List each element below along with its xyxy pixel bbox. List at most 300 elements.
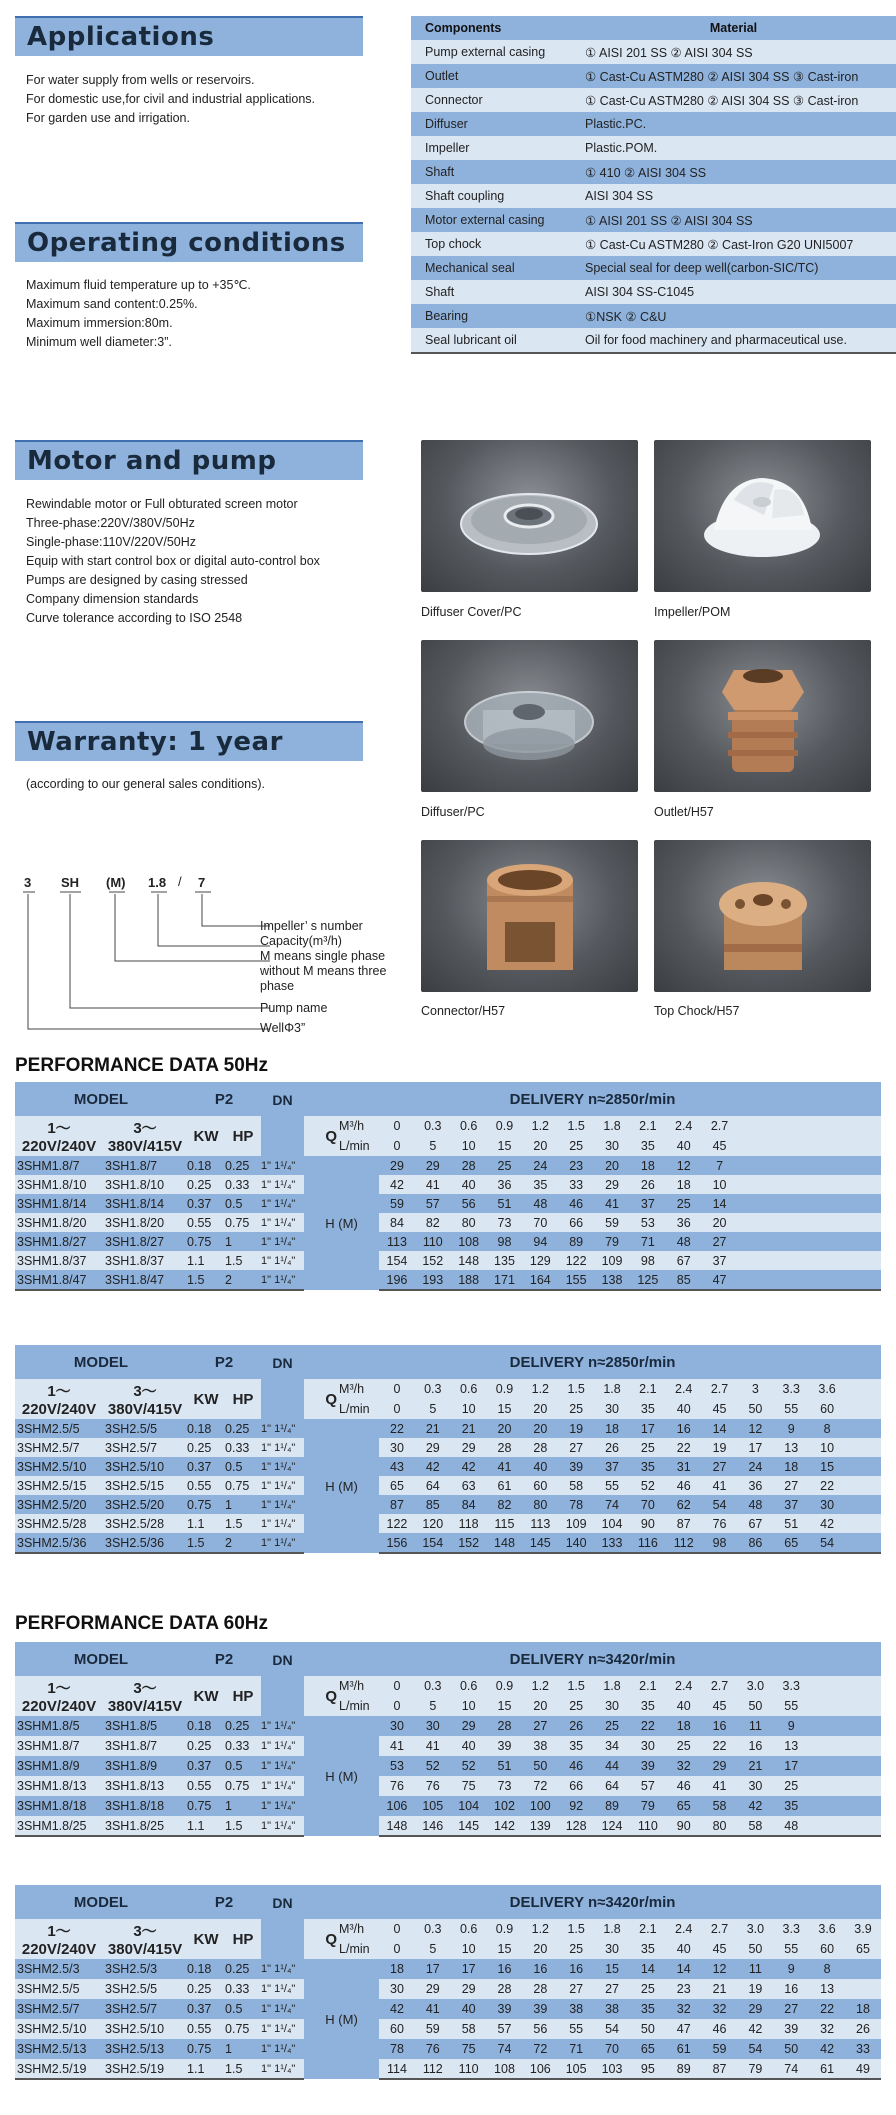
flow-lmin-value: 35	[630, 1399, 666, 1419]
dn-value: 1" 1¹/₄"	[261, 1156, 304, 1175]
head-value: 58	[451, 2019, 487, 2039]
dn-value: 1" 1¹/₄"	[261, 2019, 304, 2039]
head-value: 18	[379, 1959, 415, 1979]
flow-m3h-value: 0.6	[451, 1116, 487, 1136]
legend-line: without M means three	[260, 964, 387, 978]
kw-value: 0.18	[187, 1419, 225, 1438]
flow-m3h-value: 0.6	[451, 1379, 487, 1399]
flow-m3h-value: 3.0	[737, 1919, 773, 1939]
kw-value: 1.5	[187, 1270, 225, 1290]
components-header: Components	[411, 16, 571, 40]
head-value: 74	[773, 2059, 809, 2079]
single-phase-voltage: 220V/240V	[21, 1401, 97, 1418]
three-phase-model: 3SH1.8/5	[103, 1716, 187, 1736]
head-value: 53	[379, 1756, 415, 1776]
head-value: 41	[415, 1175, 451, 1194]
table-row	[15, 1213, 881, 1232]
head-value: 21	[451, 1419, 487, 1438]
three-phase-voltage: 380V/415V	[107, 1401, 183, 1418]
table-row	[15, 1796, 881, 1816]
head-value: 54	[737, 2039, 773, 2059]
hp-value: 1	[225, 1495, 261, 1514]
head-value: 22	[809, 1476, 845, 1495]
component-name: Bearing	[411, 304, 571, 328]
three-phase-model: 3SH1.8/47	[103, 1270, 187, 1290]
flow-lmin-value: 25	[558, 1939, 594, 1959]
q-header: Q	[304, 1676, 339, 1716]
operating-header	[15, 222, 363, 262]
head-value: 11	[737, 1959, 773, 1979]
head-value: 28	[487, 1716, 523, 1736]
flow-lmin-value: 0	[379, 1939, 415, 1959]
legend-line: WellΦ3”	[260, 1021, 306, 1035]
single-phase-model: 3SHM2.5/36	[15, 1533, 103, 1553]
dn-value: 1" 1¹/₄"	[261, 1776, 304, 1796]
head-value: 37	[773, 1495, 809, 1514]
table-row	[15, 1514, 881, 1533]
head-value: 171	[487, 1270, 523, 1290]
flow-pad	[737, 1156, 881, 1175]
single-phase-voltage: 220V/240V	[21, 1138, 97, 1155]
dn-value: 1" 1¹/₄"	[261, 1438, 304, 1457]
flow-pad	[845, 1379, 881, 1399]
single-phase-symbol: 1～	[47, 1383, 71, 1400]
head-value: 106	[522, 2059, 558, 2079]
flow-lmin-value: 20	[522, 1399, 558, 1419]
head-value: 13	[809, 1979, 845, 1999]
kw-value: 0.75	[187, 2039, 225, 2059]
kw-value: 0.37	[187, 1999, 225, 2019]
material-header: Material	[571, 16, 896, 40]
diffuser-photo	[421, 640, 638, 792]
head-value: 59	[594, 1213, 630, 1232]
head-value: 31	[666, 1457, 702, 1476]
flow-lmin-value: 5	[415, 1399, 451, 1419]
single-phase-model: 3SHM2.5/10	[15, 1457, 103, 1476]
flow-lmin-value: 10	[451, 1136, 487, 1156]
head-value: 61	[809, 2059, 845, 2079]
flow-lmin-value: 40	[666, 1939, 702, 1959]
head-value: 22	[666, 1438, 702, 1457]
head-value: 102	[487, 1796, 523, 1816]
three-phase-voltage: 380V/415V	[107, 1698, 183, 1715]
component-row	[411, 40, 896, 64]
three-phase-model: 3SH2.5/36	[103, 1533, 187, 1553]
head-value: 80	[522, 1495, 558, 1514]
head-value: 27	[558, 1438, 594, 1457]
flow-lmin-value: 25	[558, 1696, 594, 1716]
flow-lmin-value: 0	[379, 1136, 415, 1156]
applications-line: For water supply from wells or reservoirs.	[26, 73, 255, 87]
head-value: 48	[522, 1194, 558, 1213]
operating-text	[26, 276, 251, 352]
flow-pad	[845, 1438, 881, 1457]
head-value: 98	[702, 1533, 738, 1553]
head-value: 65	[379, 1476, 415, 1495]
three-phase-model: 3SH2.5/28	[103, 1514, 187, 1533]
three-phase-model: 3SH1.8/14	[103, 1194, 187, 1213]
code-legend	[260, 919, 386, 994]
component-name: Outlet	[411, 64, 571, 88]
operating-line: Maximum immersion:80m.	[26, 316, 173, 330]
head-value: 122	[558, 1251, 594, 1270]
flow-pad	[737, 1136, 881, 1156]
q-header: Q	[304, 1116, 339, 1156]
head-value: 25	[594, 1716, 630, 1736]
three-phase-model: 3SH2.5/7	[103, 1438, 187, 1457]
head-value: 28	[487, 1438, 523, 1457]
head-value: 40	[451, 1736, 487, 1756]
head-value: 46	[702, 2019, 738, 2039]
component-material: ① AISI 201 SS ② AISI 304 SS	[571, 40, 896, 64]
head-value: 95	[630, 2059, 666, 2079]
head-value: 63	[451, 1476, 487, 1495]
head-value: 30	[737, 1776, 773, 1796]
head-value: 39	[487, 1736, 523, 1756]
head-value: 124	[594, 1816, 630, 1836]
flow-lmin-value: 60	[809, 1939, 845, 1959]
single-phase-model: 3SHM1.8/14	[15, 1194, 103, 1213]
head-value: 103	[594, 2059, 630, 2079]
component-name: Shaft	[411, 280, 571, 304]
flow-lmin-value: 15	[487, 1136, 523, 1156]
head-value: 64	[594, 1776, 630, 1796]
head-value: 12	[737, 1419, 773, 1438]
three-phase-symbol: 3～	[133, 1923, 157, 1940]
operating-line: Maximum sand content:0.25%.	[26, 297, 198, 311]
head-value: 8	[809, 1419, 845, 1438]
dn-value: 1" 1¹/₄"	[261, 1213, 304, 1232]
kw-value: 1.1	[187, 1514, 225, 1533]
head-value: 54	[594, 2019, 630, 2039]
impeller-icon	[654, 440, 871, 592]
kw-value: 0.55	[187, 2019, 225, 2039]
flow-m3h-value: 1.5	[558, 1676, 594, 1696]
table-row	[15, 1533, 881, 1553]
kw-value: 0.75	[187, 1495, 225, 1514]
flow-lmin-value: 55	[773, 1696, 809, 1716]
warranty-header	[15, 721, 363, 761]
head-value: 114	[379, 2059, 415, 2079]
hp-value: 2	[225, 1533, 261, 1553]
flow-m3h-value: 3.3	[773, 1379, 809, 1399]
component-name: Pump external casing	[411, 40, 571, 64]
head-value: 100	[522, 1796, 558, 1816]
table-row	[15, 1194, 881, 1213]
motor-text	[26, 495, 320, 628]
legend-line: phase	[260, 979, 295, 993]
three-phase-model: 3SH2.5/20	[103, 1495, 187, 1514]
three-phase-header	[103, 1919, 187, 1959]
head-value: 42	[809, 2039, 845, 2059]
table-row	[15, 1175, 881, 1194]
component-row	[411, 280, 896, 304]
flow-pad	[809, 1736, 881, 1756]
head-value: 42	[737, 1796, 773, 1816]
head-value: 46	[666, 1776, 702, 1796]
head-value: 54	[809, 1533, 845, 1553]
operating-line: Minimum well diameter:3”.	[26, 335, 172, 349]
head-value: 20	[594, 1156, 630, 1175]
three-phase-model: 3SH2.5/19	[103, 2059, 187, 2079]
warranty-title: Warranty: 1 year	[27, 727, 283, 757]
photo-caption: Top Chock/H57	[654, 1004, 740, 1018]
head-value: 24	[522, 1156, 558, 1175]
table-row	[15, 2019, 881, 2039]
flow-m3h-value: 0	[379, 1379, 415, 1399]
head-value: 42	[379, 1175, 415, 1194]
head-value: 17	[451, 1959, 487, 1979]
table-row	[15, 1756, 881, 1776]
kw-header: KW	[187, 1919, 225, 1959]
head-value: 21	[737, 1756, 773, 1776]
top-chock-icon	[654, 840, 871, 992]
code-part: 3	[24, 875, 32, 890]
single-phase-model: 3SHM2.5/20	[15, 1495, 103, 1514]
single-phase-model: 3SHM2.5/13	[15, 2039, 103, 2059]
single-phase-model: 3SHM1.8/25	[15, 1816, 103, 1836]
head-value: 25	[666, 1194, 702, 1213]
head-value: 30	[809, 1495, 845, 1514]
component-name: Connector	[411, 88, 571, 112]
flow-m3h-value: 0.9	[487, 1919, 523, 1939]
operating-line: Maximum fluid temperature up to +35℃.	[26, 278, 251, 292]
component-name: Shaft coupling	[411, 184, 571, 208]
head-value: 18	[666, 1175, 702, 1194]
three-phase-voltage: 380V/415V	[107, 1138, 183, 1155]
head-value: 110	[415, 1232, 451, 1251]
component-row	[411, 184, 896, 208]
legend-line: Capacity(m³/h)	[260, 934, 342, 948]
single-phase-symbol: 1～	[47, 1120, 71, 1137]
head-value: 164	[522, 1270, 558, 1290]
head-value: 73	[487, 1776, 523, 1796]
head-value: 55	[594, 1476, 630, 1495]
dn-value: 1" 1¹/₄"	[261, 1419, 304, 1438]
head-value: 76	[415, 2039, 451, 2059]
head-label: H (M)	[304, 1419, 379, 1553]
head-value: 32	[666, 1999, 702, 2019]
flow-m3h-value: 2.4	[666, 1919, 702, 1939]
component-row	[411, 232, 896, 256]
kw-value: 0.75	[187, 1232, 225, 1251]
head-value: 30	[415, 1716, 451, 1736]
head-value: 104	[594, 1514, 630, 1533]
head-value: 40	[451, 1999, 487, 2019]
head-value: 108	[451, 1232, 487, 1251]
p2-header: P2	[187, 1642, 261, 1676]
code-lines	[15, 890, 285, 1040]
hp-value: 0.33	[225, 1438, 261, 1457]
kw-value: 0.37	[187, 1194, 225, 1213]
flow-lmin-value: 45	[702, 1939, 738, 1959]
head-value: 7	[702, 1156, 738, 1175]
flow-m3h-value: 1.5	[558, 1919, 594, 1939]
dn-value: 1" 1¹/₄"	[261, 1816, 304, 1836]
head-value: 48	[773, 1816, 809, 1836]
flow-lmin-value: 20	[522, 1939, 558, 1959]
head-value: 109	[594, 1251, 630, 1270]
head-value: 60	[522, 1476, 558, 1495]
head-value: 35	[773, 1796, 809, 1816]
head-value: 135	[487, 1251, 523, 1270]
head-value: 42	[379, 1999, 415, 2019]
warranty-note: (according to our general sales conditions).	[26, 777, 266, 791]
head-value: 42	[451, 1457, 487, 1476]
head-value: 55	[558, 2019, 594, 2039]
flow-lmin-value: 25	[558, 1136, 594, 1156]
head-value: 26	[845, 2019, 881, 2039]
kw-value: 0.75	[187, 1796, 225, 1816]
head-value: 35	[630, 1457, 666, 1476]
single-phase-header	[15, 1676, 103, 1716]
head-value: 18	[773, 1457, 809, 1476]
head-value: 27	[773, 1476, 809, 1495]
kw-value: 1.1	[187, 2059, 225, 2079]
single-phase-model: 3SHM1.8/20	[15, 1213, 103, 1232]
head-value: 57	[487, 2019, 523, 2039]
head-value: 22	[702, 1736, 738, 1756]
head-value: 118	[451, 1514, 487, 1533]
flow-lmin-value: 0	[379, 1696, 415, 1716]
model-header: MODEL	[15, 1345, 187, 1379]
legend-line: M means single phase	[260, 949, 386, 963]
applications-title: Applications	[27, 22, 215, 52]
flow-m3h-value: 0.9	[487, 1116, 523, 1136]
head-value: 37	[702, 1251, 738, 1270]
head-value: 42	[415, 1457, 451, 1476]
head-value: 128	[558, 1816, 594, 1836]
flow-m3h-value: 2.1	[630, 1116, 666, 1136]
head-value: 29	[702, 1756, 738, 1776]
table-row	[15, 1816, 881, 1836]
single-phase-model: 3SHM2.5/15	[15, 1476, 103, 1495]
perf50-table-2	[15, 1345, 881, 1554]
head-value: 16	[773, 1979, 809, 1999]
hp-value: 1	[225, 1796, 261, 1816]
head-value: 113	[379, 1232, 415, 1251]
head-value: 17	[773, 1756, 809, 1776]
delivery-header: DELIVERY n≈2850r/min	[304, 1082, 881, 1116]
motor-header	[15, 440, 363, 480]
kw-value: 0.18	[187, 1156, 225, 1175]
lmin-label: L/min	[339, 1939, 379, 1959]
table-row	[15, 1736, 881, 1756]
flow-lmin-value: 5	[415, 1696, 451, 1716]
m3h-label: M³/h	[339, 1379, 379, 1399]
connector-photo	[421, 840, 638, 992]
head-value: 24	[737, 1457, 773, 1476]
flow-m3h-value: 1.8	[594, 1116, 630, 1136]
component-row	[411, 304, 896, 328]
flow-m3h-value: 1.2	[522, 1116, 558, 1136]
component-name: Motor external casing	[411, 208, 571, 232]
flow-pad	[845, 1533, 881, 1553]
flow-lmin-value: 30	[594, 1136, 630, 1156]
kw-value: 0.25	[187, 1979, 225, 1999]
head-value: 196	[379, 1270, 415, 1290]
head-value: 70	[522, 1213, 558, 1232]
motor-line: Single-phase:110V/220V/50Hz	[26, 535, 197, 549]
head-value: 76	[415, 1776, 451, 1796]
flow-lmin-value: 25	[558, 1399, 594, 1419]
table-row	[15, 1495, 881, 1514]
three-phase-header	[103, 1379, 187, 1419]
head-value: 36	[737, 1476, 773, 1495]
flow-lmin-value: 35	[630, 1696, 666, 1716]
head-value: 155	[558, 1270, 594, 1290]
kw-value: 0.25	[187, 1175, 225, 1194]
flow-m3h-value: 1.8	[594, 1919, 630, 1939]
head-value: 10	[809, 1438, 845, 1457]
head-value: 17	[737, 1438, 773, 1457]
head-value: 27	[773, 1999, 809, 2019]
flow-m3h-value: 3.3	[773, 1919, 809, 1939]
single-phase-model: 3SHM1.8/13	[15, 1776, 103, 1796]
head-value: 44	[594, 1756, 630, 1776]
head-value: 9	[773, 1959, 809, 1979]
head-value: 122	[379, 1514, 415, 1533]
component-row	[411, 160, 896, 184]
head-value: 53	[630, 1213, 666, 1232]
flow-m3h-value: 1.5	[558, 1116, 594, 1136]
head-value: 125	[630, 1270, 666, 1290]
head-value: 25	[773, 1776, 809, 1796]
table-row	[15, 2039, 881, 2059]
motor-line: Three-phase:220V/380V/50Hz	[26, 516, 195, 530]
applications-line: For garden use and irrigation.	[26, 111, 190, 125]
flow-pad	[845, 1399, 881, 1419]
applications-header	[15, 16, 363, 56]
dn-value: 1" 1¹/₄"	[261, 1251, 304, 1270]
head-value: 29	[451, 1979, 487, 1999]
head-value: 89	[558, 1232, 594, 1251]
dn-value: 1" 1¹/₄"	[261, 2059, 304, 2079]
head-value: 28	[522, 1438, 558, 1457]
dn-value: 1" 1¹/₄"	[261, 1999, 304, 2019]
single-phase-model: 3SHM2.5/7	[15, 1438, 103, 1457]
component-row	[411, 112, 896, 136]
flow-pad	[809, 1676, 881, 1696]
single-phase-symbol: 1～	[47, 1923, 71, 1940]
kw-value: 0.55	[187, 1776, 225, 1796]
model-header: MODEL	[15, 1642, 187, 1676]
perf60-table-2	[15, 1885, 881, 2080]
table-row	[15, 2059, 881, 2079]
head-value: 65	[630, 2039, 666, 2059]
component-material: ①NSK ② C&U	[571, 304, 896, 328]
flow-m3h-value: 3.6	[809, 1919, 845, 1939]
single-phase-model: 3SHM2.5/3	[15, 1959, 103, 1979]
hp-value: 2	[225, 1270, 261, 1290]
component-material: Oil for food machinery and pharmaceutical use.	[571, 328, 896, 353]
head-value: 42	[737, 2019, 773, 2039]
table-row	[15, 1251, 881, 1270]
dn-value: 1" 1¹/₄"	[261, 1495, 304, 1514]
head-value: 116	[630, 1533, 666, 1553]
three-phase-model: 3SH1.8/9	[103, 1756, 187, 1776]
table-row	[15, 1776, 881, 1796]
head-value: 40	[522, 1457, 558, 1476]
flow-m3h-value: 2.7	[702, 1919, 738, 1939]
flow-lmin-value: 5	[415, 1136, 451, 1156]
head-value: 22	[630, 1716, 666, 1736]
kw-header: KW	[187, 1676, 225, 1716]
kw-value: 0.25	[187, 1438, 225, 1457]
applications-line: For domestic use,for civil and industrial applications.	[26, 92, 316, 106]
hp-value: 0.33	[225, 1979, 261, 1999]
hp-header: HP	[225, 1116, 261, 1156]
